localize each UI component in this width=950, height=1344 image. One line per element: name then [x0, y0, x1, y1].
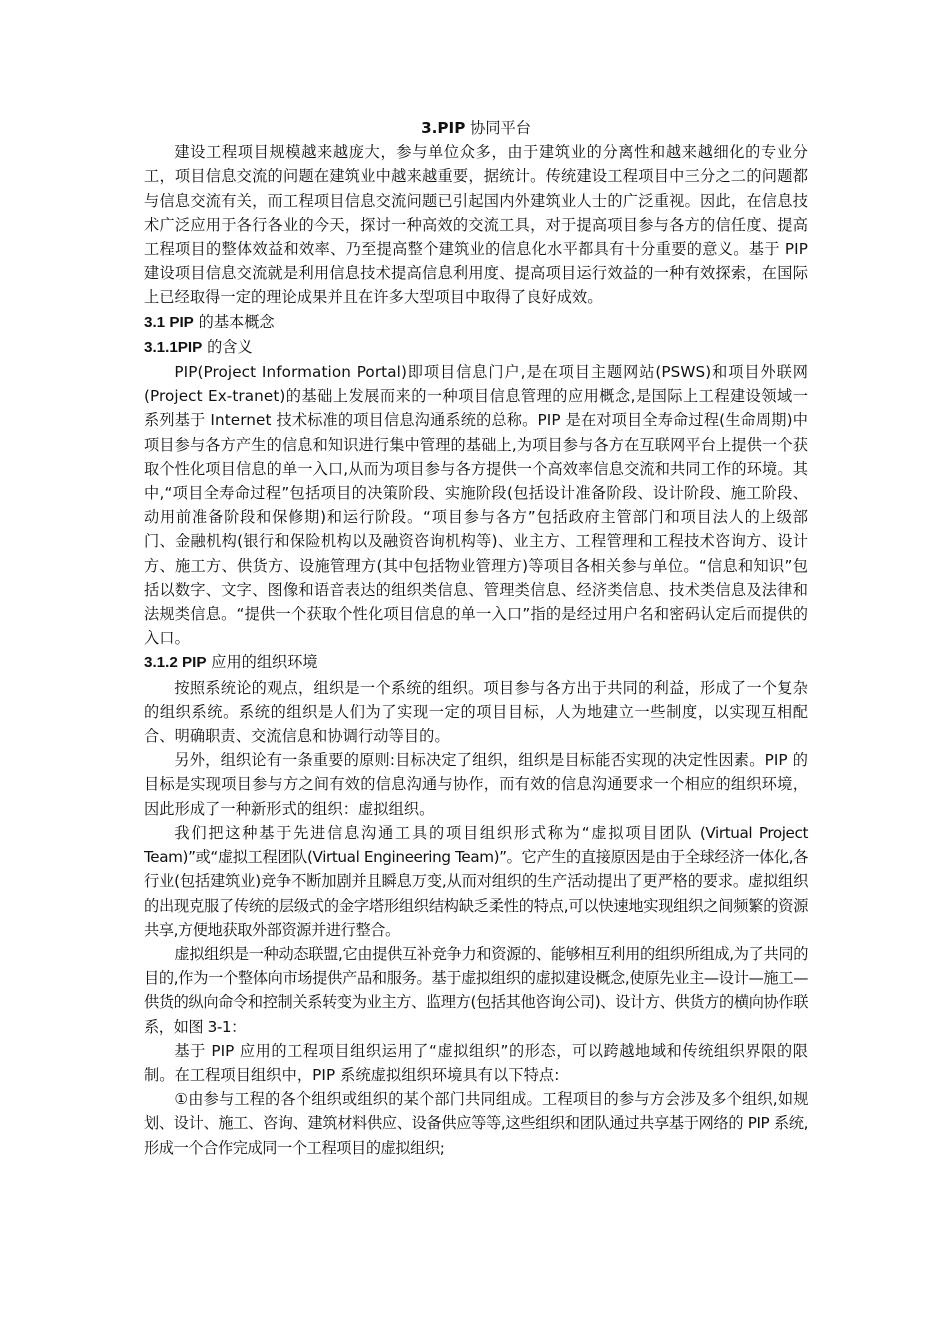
section-heading-3-1-1-text: 的含义	[202, 337, 253, 356]
paragraph-system-theory: 按照系统论的观点，组织是一个系统的组织。项目参与各方出于共同的利益，形成了一个复杂的组织系统。系统的组织是人们为了实现一定的项目目标，人为地建立一些制度，以实现互相配合、明确职责、交流信息和协调行动等目的。	[144, 678, 808, 746]
paragraph-dynamic-alliance: 虚拟组织是一种动态联盟,它由提供互补竞争力和资源的、能够相互利用的组织所组成,为了共同的目的,作为一个整体向市场提供产品和服务。基于虚拟组织的虚拟建设概念,使原先业主—设计—施工—供货的纵向命令和控制关系转变为业主方、监理方(包括其他咨询公司)、设计方、供货方的横向协作联系，如图 3-1：	[144, 944, 808, 1036]
paragraph-pip-organization: 基于 PIP 应用的工程项目组织运用了“虚拟组织”的形态，可以跨越地域和传统组织界限的限制。在工程项目组织中，PIP 系统虚拟组织环境具有以下特点:	[144, 1041, 808, 1084]
document-title-number: 3.PIP	[421, 119, 466, 137]
section-heading-3-1-number: 3.1 PIP	[144, 313, 194, 331]
paragraph-pip-definition: PIP(Project Information Portal)即项目信息门户,是在项目主题网站(PSWS)和项目外联网(Project Ex-tranet)的基础上发展而来的一种项目信息管理的应用概念,是国际上工程建设领域一系列基于 Internet 技术标准的项目信息沟通系统的总称。PIP 是在对项目全寿命过程(生命周期)中项目参与各方产生的信息和知识进行集中管理的基础上,为项目参与各方在互联网平台上提供一个获取个性化项目信息的单一入口,从而为项目参与各方提供一个高效率信息交流和共同工作的环境。其中,“项目全寿命过程”包括项目的决策阶段、实施阶段(包括设计准备阶段、设计阶段、施工阶段、动用前准备阶段和保修期)和运行阶段。“项目参与各方”包括政府主管部门和项目法人的上级部门、金融机构(银行和保险机构以及融资咨询机构等)、业主方、工程管理和工程技术咨询方、设计方、施工方、供货方、设施管理方(其中包括物业管理方)等项目各相关参与单位。“信息和知识”包括以数字、文字、图像和语音表达的组织类信息、管理类信息、经济类信息、技术类信息及法律和法规类信息。“提供一个获取个性化项目信息的单一入口”指的是经过用户名和密码认定后而提供的入口。	[144, 363, 808, 648]
paragraph-organization-principle: 另外，组织论有一条重要的原则:目标决定了组织，组织是目标能否实现的决定性因素。PIP 的目标是实现项目参与方之间有效的信息沟通与协作，而有效的信息沟通要求一个相应的组织环境，因此形成了一种新形式的组织：虚拟组织。	[144, 751, 808, 818]
document-title-text: 协同平台	[465, 119, 531, 137]
paragraph-virtual-team: 我们把这种基于先进信息沟通工具的项目组织形式称为“虚拟项目团队 (Virtual Project Team)”或“虚拟工程团队(Virtual Engineering Team)”。它产生的直接原因是由于全球经济一体化,各行业(包括建筑业)竞争不断加剧并且瞬息万变,从而对组织的生产活动提出了更严格的要求。虚拟组织的出现克服了传统的层级式的金字塔形组织结构缺乏柔性的特点,可以快速地实现组织之间频繁的资源共享,方便地获取外部资源并进行整合。	[144, 823, 808, 939]
section-heading-3-1-2	[144, 650, 808, 675]
section-heading-3-1-1	[144, 335, 808, 360]
section-heading-3-1	[144, 310, 808, 335]
paragraph-feature-1: ①由参与工程的各个组织或组织的某个部门共同组成。工程项目的参与方会涉及多个组织,如规划、设计、施工、咨询、建筑材料供应、设备供应等等,这些组织和团队通过共享基于网络的 PIP 系统,形成一个合作完成同一个工程项目的虚拟组织;	[144, 1090, 808, 1157]
intro-paragraph: 建设工程项目规模越来越庞大，参与单位众多，由于建筑业的分离性和越来越细化的专业分工，项目信息交流的问题在建筑业中越来越重要，据统计。传统建设工程项目中三分之二的问题都与信息交流有关，而工程项目信息交流问题已引起国内外建筑业人士的广泛重视。因此，在信息技术广泛应用于各行各业的今天，探讨一种高效的交流工具，对于提高项目参与各方的信任度、提高工程项目的整体效益和效率、乃至提高整个建筑业的信息化水平都具有十分重要的意义。基于 PIP 建设项目信息交流就是利用信息技术提高信息利用度、提高项目运行效益的一种有效探索，在国际上已经取得一定的理论成果并且在许多大型项目中取得了良好成效。	[144, 143, 808, 307]
section-heading-3-1-1-number: 3.1.1PIP	[144, 338, 203, 356]
document-page	[144, 116, 808, 1160]
section-heading-3-1-text: 的基本概念	[193, 312, 275, 331]
section-heading-3-1-2-number: 3.1.2 PIP	[144, 654, 207, 672]
section-heading-3-1-2-text: 应用的组织环境	[206, 653, 318, 672]
document-title	[144, 116, 808, 140]
